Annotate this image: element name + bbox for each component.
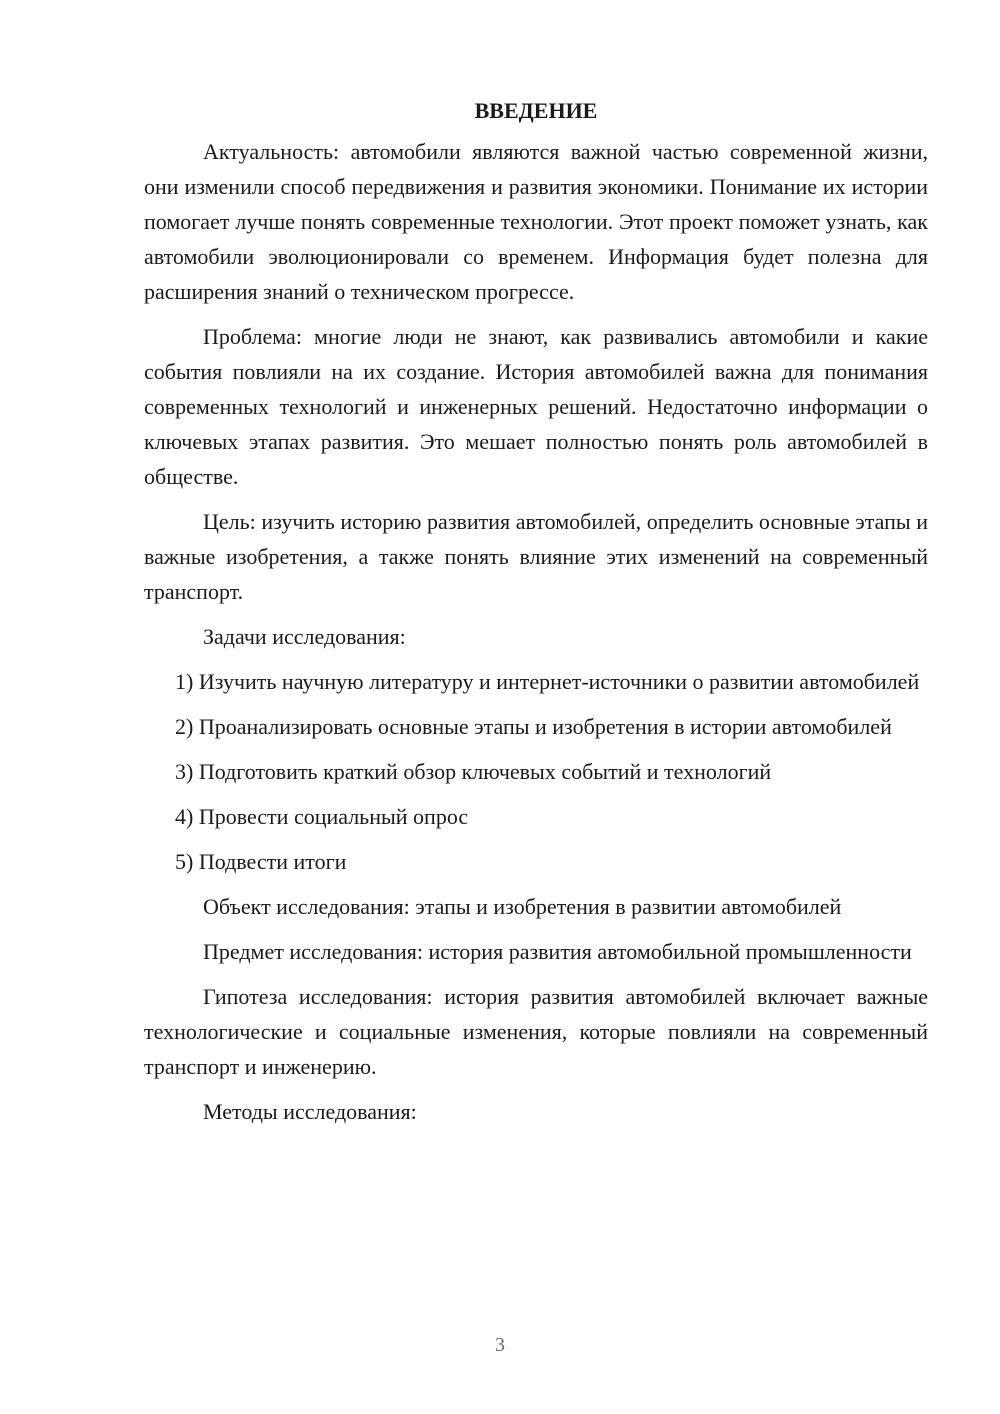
page-content (144, 96, 928, 1139)
paragraph-tasks-heading: Задачи исследования: (203, 624, 406, 649)
paragraph-methods-heading: Методы исследования: (203, 1099, 417, 1124)
paragraph-subject: Предмет исследования: история развития автомобильной промышленности (203, 939, 912, 964)
list-item: 1) Изучить научную литературу и интернет-источники о развитии автомобилей (175, 669, 920, 694)
list-item: 5) Подвести итоги (175, 849, 347, 874)
page-title: ВВЕДЕНИЕ (474, 98, 598, 123)
paragraph-object: Объект исследования: этапы и изобретения в развитии автомобилей (203, 894, 842, 919)
paragraph-goal: Цель: изучить историю развития автомобилей, определить основные этапы и важные изобретения, а также понять влияние этих изменений на современный транспорт. (144, 509, 928, 604)
list-item: 2) Проанализировать основные этапы и изобретения в истории автомобилей (175, 714, 892, 739)
list-item: 4) Провести социальный опрос (175, 804, 469, 829)
paragraph-relevance: Актуальность: автомобили являются важной частью современной жизни, они изменили способ передвижения и развития экономики. Понимание их истории помогает лучше понять современные технологии. Этот проект поможет узнать, как автомобили эволюционировали со временем. Информация будет полезна для расширения знаний о техническом прогрессе. (144, 139, 928, 304)
page-number: 3 (495, 1334, 505, 1356)
paragraph-hypothesis: Гипотеза исследования: история развития автомобилей включает важные технологические и социальные изменения, которые повлияли на современный транспорт и инженерию. (144, 984, 928, 1079)
paragraph-problem: Проблема: многие люди не знают, как развивались автомобили и какие события повлияли на их создание. История автомобилей важна для понимания современных технологий и инженерных решений. Недостаточно информации о ключевых этапах развития. Это мешает полностью понять роль автомобилей в обществе. (144, 324, 928, 489)
list-item: 3) Подготовить краткий обзор ключевых событий и технологий (175, 759, 772, 784)
